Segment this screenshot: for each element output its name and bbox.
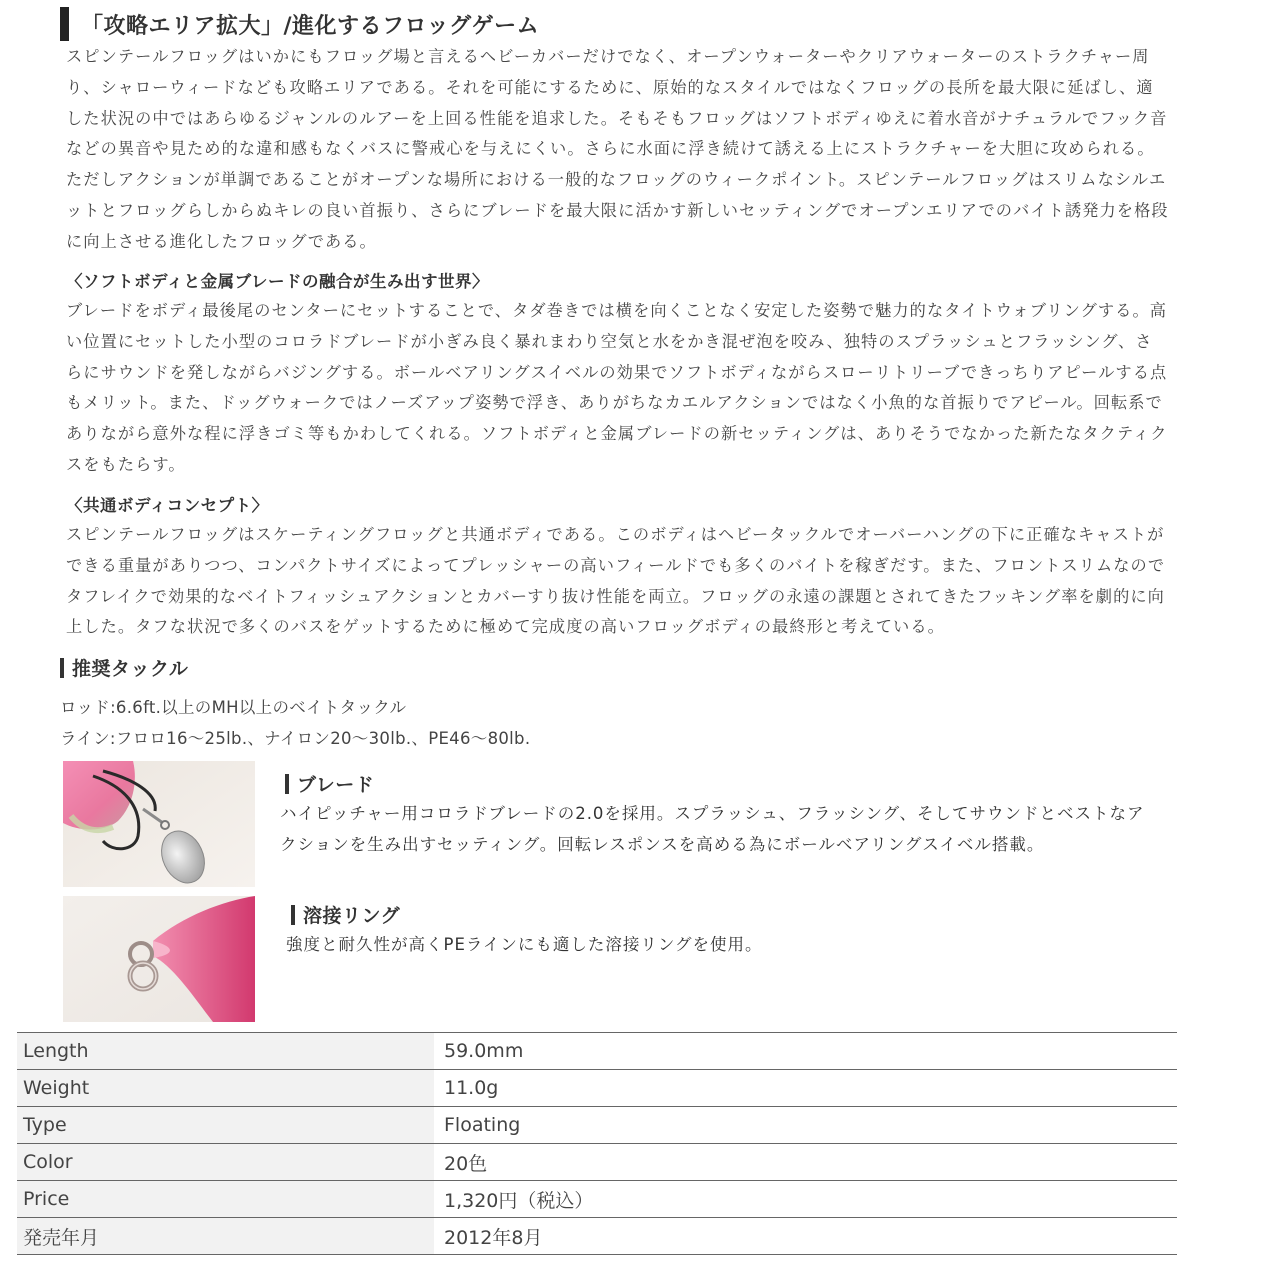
ring-image: [63, 896, 255, 1022]
intro-line: ットとフロッグらしからぬキレの良い首振り、さらにブレードを最大限に活かす新しいセッティングでオープンエリアでのバイト誘発力を格段: [66, 200, 1169, 220]
tackle-rod: ロッド:6.6ft.以上のMH以上のベイトタックル: [60, 698, 407, 717]
fusion-line: スをもたらす。: [66, 454, 186, 474]
heading-bar: [285, 774, 289, 794]
fusion-line: ブレードをボディ最後尾のセンターにセットすることで、タダ巻きでは横を向くことなく安定した姿勢で魅力的なタイトウォブリングする。高: [66, 301, 1168, 320]
title-bar: [60, 7, 69, 41]
ring-heading: [291, 901, 400, 928]
blade-line: クションを生み出すセッティング。回転レスポンスを高める為にボールベアリングスイベル搭載。: [280, 835, 1045, 854]
heading-bar: [60, 658, 64, 678]
fusion-line: い位置にセットした小型のコロラドブレードが小ぎみ良く暴れまわり空気と水をかき混ぜ泡を咬み、独特のスプラッシュとフラッシング、さ: [66, 331, 1153, 351]
ring-line: 強度と耐久性が高くPEラインにも適した溶接リングを使用。: [286, 935, 763, 954]
spec-value: 11.0g: [434, 1070, 1177, 1107]
body-concept-line: タフレイクで効果的なベイトフィッシュアクションとカバーすり抜け性能を両立。フロッグの永遠の課題とされてきたフッキング率を劇的に向: [66, 586, 1165, 606]
ring-photo: [63, 896, 255, 1022]
intro-line: スピンテールフロッグはいかにもフロッグ場と言えるヘビーカバーだけでなく、オープンウォーターやクリアウォーターのストラクチャー周: [66, 47, 1150, 66]
spec-label: Length: [17, 1033, 434, 1070]
intro-line: などの異音や見ため的な違和感もなくバスに警戒心を与えにくい。さらに水面に浮き続けて誘える上にストラクチャーを大胆に攻められる。: [66, 139, 1155, 159]
body-concept-line: 上した。タフな状況で多くのバスをゲットするために極めて完成度の高いフロッグボディの最終形と考えている。: [66, 617, 945, 637]
spec-label: Price: [17, 1181, 434, 1218]
heading-bar: [291, 905, 295, 925]
blade-heading: [285, 770, 374, 797]
intro-line: した状況の中ではあらゆるジャンルのルアーを上回る性能を追求した。そもそもフロッグはソフトボディゆえに着水音がナチュラルでフック音: [66, 108, 1168, 128]
ring-description: [286, 929, 763, 960]
blade-image: [63, 761, 255, 887]
intro-line: に向上させる進化したフロッグである。: [66, 231, 377, 251]
ring-heading-text: 溶接リング: [303, 905, 401, 927]
spec-label: Type: [17, 1107, 434, 1144]
spec-value: 59.0mm: [434, 1033, 1177, 1070]
intro-line: り、シャローウィードなども攻略エリアである。それを可能にするために、原始的なスタイルではなくフロッグの長所を最大限に延ばし、適: [66, 77, 1154, 97]
spec-value: 20色: [434, 1144, 1177, 1181]
body-concept-heading: 〈共通ボディコンセプト〉: [66, 496, 269, 515]
fusion-line: ありながら意外な程に浮きゴミ等もかわしてくれる。ソフトボディと金属ブレードの新セッティングは、ありそうでなかった新たなタクティク: [66, 424, 1168, 444]
spec-value: Floating: [434, 1107, 1177, 1144]
body-concept-paragraph: [66, 520, 1212, 643]
table-row: [17, 1218, 1177, 1255]
spec-value: 2012年8月: [434, 1218, 1177, 1255]
spec-label: 発売年月: [17, 1218, 434, 1255]
fusion-line: らにサウンドを発しながらバジングする。ボールベアリングスイベルの効果でソフトボディながらスローリトリーブできっちりアピールする点: [66, 362, 1168, 382]
spec-table: [17, 1032, 1177, 1255]
blade-photo: [63, 761, 255, 887]
body-concept-line: できる重量がありつつ、コンパクトサイズによってプレッシャーの高いフィールドでも多くのバイトを稼ぎだす。また、フロントスリムなので: [66, 555, 1166, 575]
spec-label: Color: [17, 1144, 434, 1181]
tackle-line: ライン:フロロ16〜25lb.、ナイロン20〜30lb.、PE46〜80lb.: [60, 729, 531, 748]
fusion-heading: 〈ソフトボディと金属ブレードの融合が生み出す世界〉: [66, 272, 490, 291]
intro-line: ただしアクションが単調であることがオープンな場所における一般的なフロッグのウィークポイント。スピンテールフロッグはスリムなシルエ: [66, 170, 1167, 190]
fusion-line: もメリット。また、ドッグウォークではノーズアップ姿勢で浮き、ありがちなカエルアクションではなく小魚的な首振りでアピール。回転系で: [66, 393, 1163, 413]
table-row: [17, 1181, 1177, 1218]
table-row: [17, 1033, 1177, 1070]
spec-label: Weight: [17, 1070, 434, 1107]
tackle-heading: [60, 654, 188, 681]
section-title: [60, 6, 539, 42]
table-row: [17, 1070, 1177, 1107]
body-concept-line: スピンテールフロッグはスケーティングフロッグと共通ボディである。このボディはヘビータックルでオーバーハングの下に正確なキャストが: [66, 525, 1165, 544]
fusion-paragraph: [66, 296, 1212, 481]
spec-value: 1,320円（税込）: [434, 1181, 1177, 1218]
blade-heading-text: ブレード: [297, 774, 375, 796]
section-title-text: 「攻略エリア拡大」/進化するフロッグゲーム: [81, 13, 540, 39]
blade-description: [280, 798, 1145, 860]
blade-line: ハイピッチャー用コロラドブレードの2.0を採用。スプラッシュ、フラッシング、そしてサウンドとベストなア: [280, 804, 1145, 823]
tackle-heading-text: 推奨タックル: [72, 658, 189, 680]
table-row: [17, 1144, 1177, 1181]
table-row: [17, 1107, 1177, 1144]
intro-paragraph: [66, 42, 1212, 258]
